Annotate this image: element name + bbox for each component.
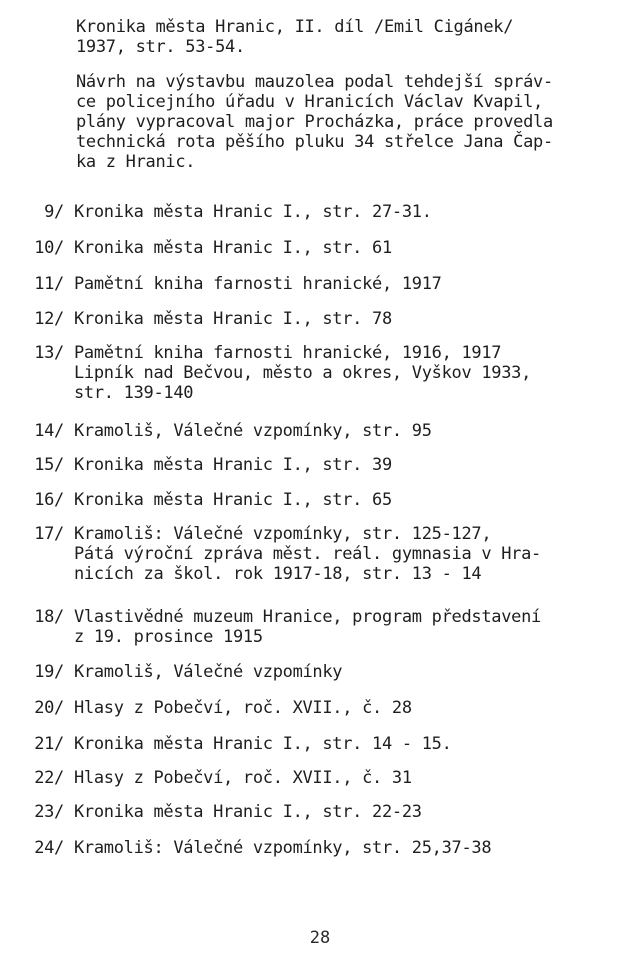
- footnote-line: Pátá výroční zpráva měst. reál. gymnasia v Hra-: [74, 544, 541, 564]
- footnote-text: [74, 698, 412, 718]
- footnote-number: 12/: [34, 309, 64, 329]
- footnote-number: 20/: [34, 698, 64, 718]
- footnote-text: [74, 838, 491, 858]
- footnote-text: [74, 274, 442, 294]
- footnote-number: 11/: [34, 274, 64, 294]
- footnote-line: Kronika města Hranic I., str. 14 - 15.: [74, 734, 452, 754]
- footnote-line: z 19. prosince 1915: [74, 627, 263, 647]
- footnote-number: 9/: [44, 202, 64, 222]
- footnote-line: Kramoliš, Válečné vzpomínky, str. 95: [74, 421, 432, 441]
- note-line: plány vypracoval major Procházka, práce provedla: [76, 112, 553, 132]
- footnote-number: 19/: [34, 662, 64, 682]
- footnote-text: [74, 343, 531, 403]
- footnote-line: Vlastivědné muzeum Hranice, program představení: [74, 607, 541, 627]
- footnote-line: Pamětní kniha farnosti hranické, 1916, 1917: [74, 343, 502, 363]
- footnote-line: Kronika města Hranic I., str. 65: [74, 490, 392, 510]
- footnote-number: 10/: [34, 238, 64, 258]
- footnote-text: [74, 768, 412, 788]
- footnote-line: Kronika města Hranic I., str. 39: [74, 455, 392, 475]
- footnote-number: 13/: [34, 343, 64, 363]
- footnote-text: [74, 662, 342, 682]
- footnote-line: str. 139-140: [74, 383, 194, 403]
- footnote-text: [74, 490, 392, 510]
- continued-reference: [76, 17, 628, 57]
- footnote-text: [74, 734, 452, 754]
- footnote-text: [74, 309, 392, 329]
- note-line: technická rota pěšího pluku 34 střelce Jana Čap-: [76, 132, 553, 152]
- footnote-number: 23/: [34, 802, 64, 822]
- footnote-number: 21/: [34, 734, 64, 754]
- footnote-text: [74, 202, 432, 222]
- footnote-number: 17/: [34, 524, 64, 544]
- footnote-number: 18/: [34, 607, 64, 627]
- footnote-line: nicích za škol. rok 1917-18, str. 13 - 14: [74, 564, 482, 584]
- note-line: Návrh na výstavbu mauzolea podal tehdejší správ-: [76, 72, 553, 92]
- footnote-line: Lipník nad Bečvou, město a okres, Vyškov 1933,: [74, 363, 532, 383]
- footnote-line: Kronika města Hranic I., str. 78: [74, 309, 392, 329]
- continued-note-text: [76, 72, 628, 172]
- footnote-number: 15/: [34, 455, 64, 475]
- footnote-line: Kramoliš, Válečné vzpomínky: [74, 662, 343, 682]
- footnote-line: Kramoliš: Válečné vzpomínky, str. 125-127,: [74, 524, 492, 544]
- footnote-line: Kronika města Hranic I., str. 27-31.: [74, 202, 432, 222]
- footnote-line: Kramoliš: Válečné vzpomínky, str. 25,37-38: [74, 838, 492, 858]
- reference-line: Kronika města Hranic, II. díl /Emil Cigánek/: [76, 17, 514, 37]
- footnote-text: [74, 421, 432, 441]
- footnote-text: [74, 802, 422, 822]
- footnote-line: Kronika města Hranic I., str. 22-23: [74, 802, 422, 822]
- footnote-number: 22/: [34, 768, 64, 788]
- footnote-text: [74, 238, 392, 258]
- footnote-text: [74, 455, 392, 475]
- reference-line: 1937, str. 53-54.: [76, 37, 245, 57]
- footnote-line: Pamětní kniha farnosti hranické, 1917: [74, 274, 442, 294]
- page-number: 28: [309, 928, 331, 948]
- footnote-line: Hlasy z Pobečví, roč. XVII., č. 31: [74, 768, 412, 788]
- footnote-number: 24/: [34, 838, 64, 858]
- footnote-number: 16/: [34, 490, 64, 510]
- footnote-line: Kronika města Hranic I., str. 61: [74, 238, 392, 258]
- footnote-text: [74, 607, 541, 647]
- footnote-line: Hlasy z Pobečví, roč. XVII., č. 28: [74, 698, 412, 718]
- footnote-number: 14/: [34, 421, 64, 441]
- note-line: ce policejního úřadu v Hranicích Václav Kvapil,: [76, 92, 543, 112]
- note-line: ka z Hranic.: [76, 152, 196, 172]
- footnote-text: [74, 524, 541, 584]
